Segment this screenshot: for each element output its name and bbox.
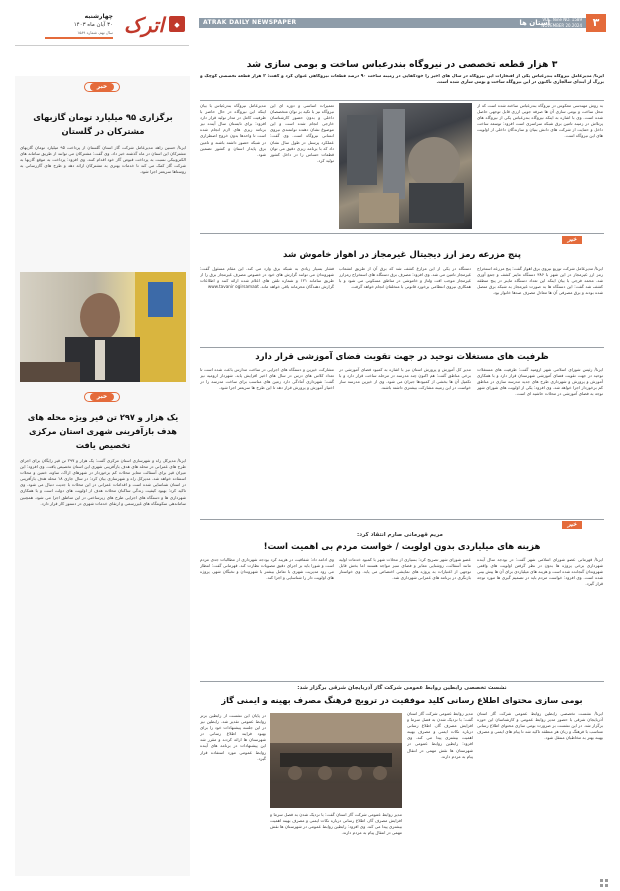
story5-col-1: ایرنا/ نشست تخصصی رابطین روابط عمومی شرکت گاز استان آذربایجان شرقی با حضور مدیر روابط عمومی و کارشناسان این حوزه برگزار شد. در این نشست بر ضرورت بومی سازی محتوای اطلاع رسانی متناسب با فرهنگ و زبان هر منطقه تاکید شد تا پیام های ایمنی و مصرف بهینه بهتر به مخاطبان منتقل شود. [477, 711, 603, 741]
lead-divider [200, 100, 604, 101]
sidebar-portrait-photo [20, 272, 186, 382]
story2-col-2: دستگاه در یکی از این مزارع کشف شد که برق آن از طریق انشعاب غیرمجاز تامین می شد. وی افزود: مصرف برق دستگاه های استخراج رمزارز غیرمجاز موجب افت ولتاژ و خاموشی در مناطق مسکونی می شود و با همکاری نیروی انتظامی برخورد قانونی با متخلفان انجام خواهد گرفت. [339, 266, 471, 290]
story2-badge: خبر [562, 236, 582, 244]
story3-col-3: مشارکت خیرین و دستگاه های اجرایی در ساخت مدارس باعث شده است تا تعداد کلاس های درس در سال های اخیر افزایش یابد. شهردار ارومیه نیز گفت: شهرداری آمادگی دارد زمین های مناسب برای ساخت مدرسه را در اختیار آموزش و پرورش قرار دهد تا این طرح ها سریعتر اجرا شود. [200, 367, 334, 391]
story4-col-2: عضو شورای شهر تصریح کرد: بسیاری از محلات شهر با کمبود خدمات اولیه مانند آسفالت، روشنایی معابر و فضای سبز مواجه هستند اما بخش قابل توجهی از اعتبارات به پروژه های نمایشی اختصاص می یابد. وی خواستار بازنگری در برنامه های عمرانی شهرداری شد. [339, 557, 471, 581]
story5-kicker: نشست تخصصی رابطین روابط عمومی شرکت گاز آذربایجان شرقی برگزار شد: [297, 685, 507, 691]
lead-col-2: تعمیرات اساسی و دوره ای این نیروگاه نیز با تکیه بر توان متخصصان داخلی و بدون حضور کارشناسان خارجی انجام شده است و این موضوع نشان دهنده توانمندی نیروی انسانی نیروگاه است. وی گفت: عملکرد پرسنل در طول سال نشان داد که با برنامه ریزی دقیق می توان قطعات حساس را در داخل کشور تولید کرد. [270, 103, 334, 163]
volume-number: VOL. Nine NO. 1589 [542, 17, 582, 22]
story2-top-rule [200, 233, 604, 234]
story5-headline: بومی سازی محتوای اطلاع رسانی کلید موفقیت در ترویج فرهنگ مصرف بهینه و ایمنی گاز [221, 695, 583, 705]
svg-text:◆: ◆ [174, 21, 180, 29]
issue-year-line: سال نهم، شماره ۱۵۸۹ [77, 30, 113, 35]
issue-day: چهارشنبه [84, 13, 113, 20]
story4-headline: هزینه های میلیاردی بدون اولویت / خواست مردم بی اهمیت است! [263, 542, 541, 552]
sidebar-headline-2: یک هزار و ۲۹۷ تن قیر ویژه محله های هدف بازآفرینی شهری استان مرکزی تخصیص یافت [27, 412, 179, 450]
story5-col-2: مدیر روابط عمومی شرکت گاز استان گفت: با نزدیک شدن به فصل سرما و افزایش مصرف گاز، اطلاع رسانی درباره نکات ایمنی و مصرف بهینه اهمیت بیشتری پیدا می کند. وی افزود: رابطین روابط عمومی در شهرستان ها نقش مهمی در انتقال پیام به مردم دارند. [407, 711, 473, 759]
story3-col-2: مدیر کل آموزش و پرورش استان نیز با اشاره به کمبود فضای آموزشی در برخی مناطق گفت: هم اکنون چند مدرسه در مرحله ساخت قرار دارد و با تکمیل آن ها بخشی از کمبودها جبران می شود. وی از خیرین مدرسه ساز خواست در این زمینه مشارکت بیشتری داشته باشند. [339, 367, 471, 391]
masthead-accent-bar [45, 37, 113, 39]
lead-col-3: مدیرعامل نیروگاه بندرعباس با بیان اینکه این نیروگاه در حال حاضر با ظرفیت کامل در مدار تولید قرار دارد افزود: برای تابستان سال آینده نیز برنامه ریزی های لازم انجام شده است تا واحدها بدون خروج اضطراری در شبکه حضور داشته باشند و تامین برق پایدار استان و کشور تضمین شود. [200, 103, 266, 157]
masthead-logo-block [15, 10, 189, 46]
story3-col-1: ایرنا/ رئیس شورای اسلامی شهر ارومیه گفت: ظرفیت های مستغلات توحید در جهت تقویت فضای آموزشی شهرستان قرار دارد و با همکاری آموزش و پرورش و شهرداری طرح های جدید مدرسه سازی در مناطق کم برخوردار اجرا خواهد شد. وی افزود: یکی از اولویت های شورای شهر توجه به فضای آموزشی در محلات حاشیه ای است. [477, 367, 603, 397]
logo-text: اترک [123, 13, 165, 37]
lead-paragraph: ایرنا/ مدیرعامل نیروگاه بندرعباس یکی از افتخارات این نیروگاه در سال های اخیر را خودکفایی در زمینه ساخت ۹۰ درصد قطعات نیروگاهی عنوان کرد و گفت: ۳ هزار قطعه تخصصی کوچک و بزرگ از ابتدای سالجاری تاکنون در این نیروگاه ساخت و بومی سازی شده است. [200, 74, 604, 86]
sidebar-headline-1: برگزاری ۹۵ میلیارد تومان گازبهای مشترکان در گلستان [33, 112, 173, 136]
story5-photo [270, 713, 402, 808]
story4-top-rule [200, 519, 604, 520]
story2-col-3: فشار بسیار زیادی به شبکه برق وارد می کند. این مقام مسئول گفت: شهروندان می توانند گزارش های خود در خصوص مصرف غیرمجاز برق را از طریق سامانه ۱۲۱ و شماره تلفن های اعلام شده ارائه کنند و اطلاعات گزارش دهندگان محرمانه باقی خواهد ماند. www.tavanir ogirsamaat [200, 266, 334, 290]
story5-col-3b: مدیر روابط عمومی شرکت گاز استان گفت: با نزدیک شدن به فصل سرما و افزایش مصرف گاز، اطلاع رسانی درباره نکات ایمنی و مصرف بهینه اهمیت بیشتری پیدا می کند. وی افزود: رابطین روابط عمومی در شهرستان ها نقش مهمی در انتقال پیام به مردم دارند. [270, 812, 402, 836]
paper-name-english: ATRAK DAILY NEWSPAPER [203, 19, 297, 26]
story4-badge: خبر [562, 521, 582, 529]
sidebar-badge-2: خبر [90, 393, 114, 401]
story5-top-rule [200, 681, 604, 682]
issue-date: ۳۰ آبان ماه ۱۴۰۳ [73, 22, 113, 28]
page-number: ۳ [592, 16, 600, 29]
sidebar-body-2: ایرنا/ مدیرکل راه و شهرسازی استان مرکزی گفت: یک هزار و ۲۹۷ تن قیر رایگان برای اجرای طرح های عمرانی در محله های هدف بازآفرینی شهری این استان تخصیص یافت. وی افزود: این میزان قیر برای آسفالت معابر محلات کم برخوردار در شهرهای اراک، ساوه، خمین و محلات استفاده خواهد شد. مدیرکل راه و شهرسازی بیان کرد: در سال جاری ۱۸ محله هدف بازآفرینی در استان شناسایی شده است و اقدامات عمرانی در این محلات با جدیت دنبال می شود. وی تاکید کرد: بهبود کیفیت زندگی ساکنان محلات هدف از اولویت های دولت است و با همکاری شهرداری ها و دستگاه های اجرایی طرح های زیرساختی در این مناطق اجرا می شود. همچنین ساماندهی سکونتگاه های غیررسمی و ارتقای خدمات شهری در دستور کار قرار دارد. [20, 458, 186, 506]
sidebar-badge-1: خبر [90, 83, 114, 91]
story5-col-3: در پایان این نشست از رابطین برتر روابط عمومی تقدیر شد. رابطین نیز در این جلسه پیشنهادات خود را برای بهبود فرایند اطلاع رسانی در شهرستان ها ارائه کردند و مقرر شد این پیشنهادات در برنامه های آینده روابط عمومی مورد استفاده قرار گیرد. [200, 713, 266, 761]
grid-icon [600, 872, 608, 880]
english-date: NOVEMBER 20.2024 [541, 23, 582, 28]
story2-headline: پنج مزرعه رمز ارز دیجیتال غیرمجاز در اهواز خاموش شد [283, 250, 521, 260]
lead-col-1: به روش مهندسی معکوس در نیروگاه بندرعباس ساخته شده است که از محل ساخت و بومی سازی آن ها صرفه جویی ارزی قابل توجهی حاصل شده است. وی با اشاره به اینکه نیروگاه بندرعباس یکی از نیروگاه های پرتلاش در زمینه تامین برق شبکه سراسری است افزود: توسعه ساخت داخل و حمایت از شرکت های دانش بنیان و سازندگان داخلی از اولویت های این نیروگاه است. [477, 103, 603, 139]
story2-col-1: ایرنا/ مدیرعامل شرکت توزیع نیروی برق اهواز گفت: پنج مزرعه استخراج رمز ارز غیرمجاز در این شهر با ۳۸۶ دستگاه ماینر کشف و جمع آوری شد. محمد فرجی با بیان اینکه این تعداد دستگاه ماینر در پنج منطقه کشف شد گفت: این دستگاه ها به صورت غیرمجاز به شبکه برق متصل شده بودند و برق مصرفی آن ها معادل مصرف صدها خانوار بود. [477, 266, 603, 296]
story4-col-1: ایرنا/ قهرمانی عضو شورای اسلامی شهر گفت: در بودجه سال آینده شهرداری برخی پروژه ها بدون در نظر گرفتن اولویت های واقعی شهروندان گنجانده شده است و هزینه های میلیاردی برای آن ها پیش بینی شده است. وی افزود: خواست مردم باید در تصمیم گیری ها مورد توجه قرار گیرد. [477, 557, 603, 587]
sidebar-body-1: ایرنا/ حسین زاهد مدیرعامل شرکت گاز استان گلستان از پرداخت ۹۵ میلیارد تومان گازبهای مشترکان این استان در ماه گذشته خبر داد. وی گفت: مشترکان می توانند از طریق سامانه های الکترونیکی نسبت به پرداخت قبوض گاز خود اقدام کنند. وی افزود: پرداخت به موقع گازبها به شرکت گاز کمک می کند تا خدمات بهتری به مشترکان ارائه دهد و طرح های گازرسانی به روستاها سریعتر اجرا شود. [20, 145, 186, 175]
story3-top-rule [200, 347, 604, 348]
story3-headline: ظرفیت های مستغلات توحید در جهت تقویت فضای آموزشی قرار دارد [255, 352, 549, 362]
section-title: استان ها [519, 19, 550, 27]
lead-headline: ۳ هزار قطعه تخصصی در نیروگاه بندرعباس ساخت و بومی سازی شد [246, 59, 558, 70]
story4-kicker: مریم قهرمانی صارم انتقاد کرد: [357, 532, 443, 538]
lead-photo [339, 103, 472, 229]
story4-col-3: وی ادامه داد: شفافیت در هزینه کرد بودجه شهرداری از مطالبات جدی مردم است و شورا باید بر اجرای دقیق مصوبات نظارت کند. قهرمانی گفت: انتظار می رود مدیریت شهری با تعامل بیشتر با شهروندان و نخبگان شهر، پروژه های اولویت دار را شناسایی و اجرا کند. [200, 557, 334, 581]
